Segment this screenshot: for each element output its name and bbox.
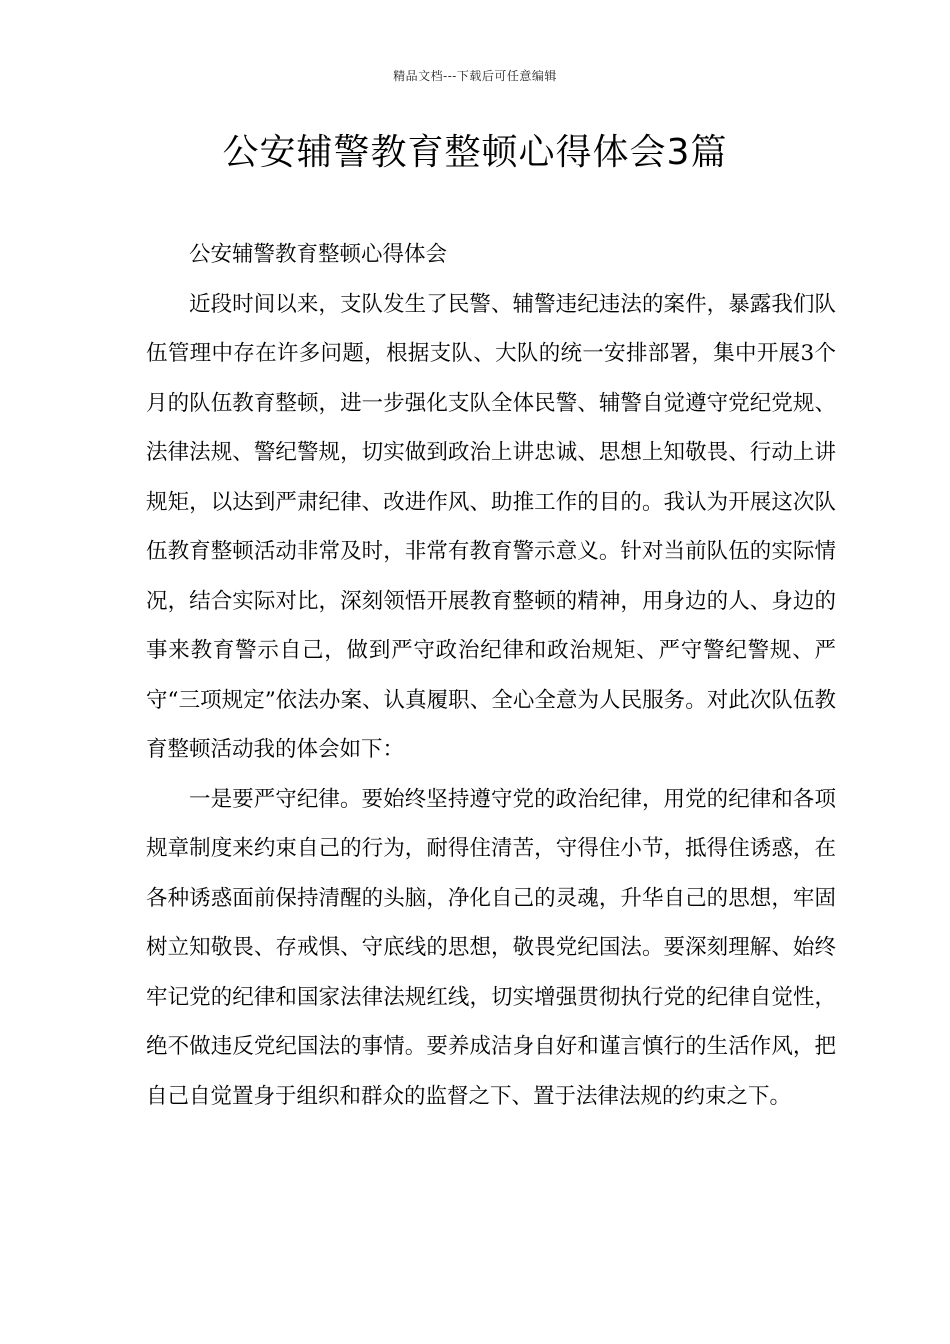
document-subtitle: 公安辅警教育整顿心得体会 <box>189 242 448 267</box>
body-paragraph: 近段时间以来，支队发生了民警、辅警违纪违法的案件，暴露我们队伍管理中存在许多问题，根据支队、大队的统一安排部署，集中开展3个月的队伍教育整顿，进一步强化支队全体民警、辅警自觉遵守党纪党规、法律法规、警纪警规，切实做到政治上讲忠诚、思想上知敬畏、行动上讲规矩，以达到严肃纪律、改进作风、助推工作的目的。我认为开展这次队伍教育整顿活动非常及时，非常有教育警示意义。针对当前队伍的实际情况，结合实际对比，深刻领悟开展教育整顿的精神，用身边的人、身边的事来教育警示自己，做到严守政治纪律和政治规矩、严守警纪警规、严守“三项规定”依法办案、认真履职、全心全意为人民服务。对此次队伍教育整顿活动我的体会如下： <box>146 291 836 762</box>
document-title: 公安辅警教育整顿心得体会3篇 <box>222 132 728 173</box>
body-paragraph: 一是要严守纪律。要始终坚持遵守党的政治纪律，用党的纪律和各项规章制度来约束自己的行为，耐得住清苦，守得住小节，抵得住诱惑，在各种诱惑面前保持清醒的头脑，净化自己的灵魂，升华自己的思想，牢固树立知敬畏、存戒惧、守底线的思想，敬畏党纪国法。要深刻理解、始终牢记党的纪律和国家法律法规红线，切实增强贯彻执行党的纪律自觉性，绝不做违反党纪国法的事情。要养成洁身自好和谨言慎行的生活作风，把自己自觉置身于组织和群众的监督之下、置于法律法规的约束之下。 <box>146 786 836 1109</box>
document-body <box>146 230 836 1121</box>
header-note: 精品文档---下载后可任意编辑 <box>393 69 557 83</box>
